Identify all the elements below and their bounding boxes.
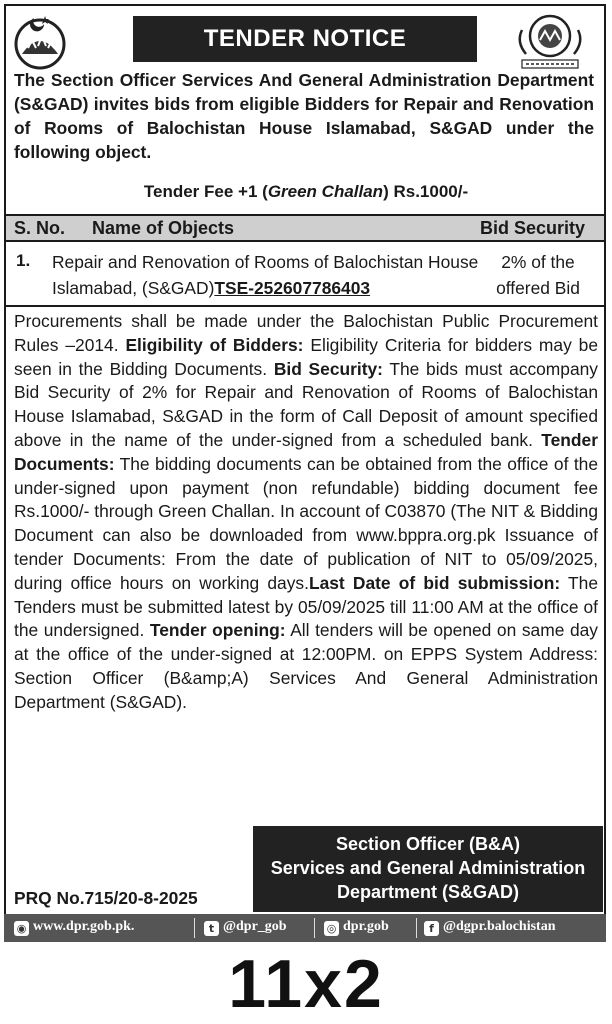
table-divider [6,305,604,307]
footer-separator [416,918,417,938]
instagram-text: dpr.gob [343,919,389,934]
signature-line-3: Department (S&GAD) [336,882,519,902]
body-text-1: Procurements shall be made under the Balochistan Public Procurement Rules –2014. [14,311,598,355]
website-text: www.dpr.gob.pk. [33,919,135,934]
heading-tender-documents: Tender Documents: [14,429,598,474]
intro-paragraph: The Section Officer Services And General Administration Department (S&GAD) invites bids from eligible Bidders for Repair and Renovation of Rooms of Balochistan House Islamabad, S&GAD under the following object. [14,70,594,162]
signature-block [253,826,603,912]
body-text-3: The bids must accompany Bid Security of 2% for Repair and Renovation of Rooms of Balochistan House Islamabad, S&GAD in the form of Call Deposit of amount specified above in the name of the under-signed from a scheduled bank. [14,358,599,450]
footer-facebook[interactable] [424,919,556,936]
twitter-icon: t [204,921,219,936]
signature-line-1: Section Officer (B&A) [335,834,521,854]
body-text-4: The bidding documents can be obtained from the office of the under-signed upon payment (non refundable) bidding document fee Rs.1000/- through Green Challan. In account of C03870 (The NIT & Bidding Document can also be downloaded from www.bppra.org.pk Issuance of tender Documents: From the date of publication of NIT to 05/09/2025, during office hours on working days. [14,453,598,593]
heading-tender-opening: Tender opening: [149,620,286,641]
col-bid-security: Bid Security [480,218,586,238]
balochistan-emblem-logo [8,8,72,72]
tse-number: TSE-252607786403 [214,278,371,298]
footer-separator [194,918,195,938]
footer-bar [4,914,606,942]
row-bid-security: 2% of the offered Bid [496,252,580,298]
instagram-icon: ◎ [324,921,339,936]
row-serial-number: 1. [16,251,31,270]
facebook-text: @dgpr.balochistan [443,919,556,934]
ad-size-label: 11x2 [228,946,384,1022]
body-text-5: The Tenders must be submitted latest by 05/09/2025 till 11:00 AM at the office of the undersigned. [14,572,598,641]
object-description: Repair and Renovation of Rooms of Balochistan House Islamabad, (S&GAD) [52,252,479,298]
notice-title: TENDER NOTICE [133,16,477,62]
prq-number: PRQ No.715/20-8-2025 [14,888,198,908]
footer-website[interactable] [14,919,134,936]
fee-prefix: Tender Fee +1 ( [143,182,268,201]
footer-instagram[interactable] [324,919,389,936]
fee-challan: Green Challan [267,182,384,201]
body-text-6: All tenders will be opened on same day at the office of the under-signed at 12:00PM. on EPPS System Address: Section Officer (B&amp;A) Services And General Administration Department (S&GAD). [14,620,598,712]
tender-fee-line [0,182,612,202]
signature-line-2: Services and General Administration [270,858,586,878]
objects-table-header [6,214,604,242]
facebook-icon: f [424,921,439,936]
footer-twitter[interactable] [204,919,287,936]
heading-last-date: Last Date of bid submission: [308,572,561,593]
row-object-name [52,249,482,301]
body-text-2: Eligibility Criteria for bidders may be seen in the Bidding Documents. [14,334,599,379]
dgpr-department-logo [512,10,588,72]
notice-body [14,310,598,715]
heading-eligibility: Eligibility of Bidders: [125,334,304,355]
col-name-of-objects: Name of Objects [92,218,235,238]
twitter-text: @dpr_gob [223,919,287,934]
footer-separator [314,918,315,938]
col-sno: S. No. [14,218,66,238]
globe-icon: ◉ [14,921,29,936]
heading-bid-security: Bid Security: [273,358,383,379]
fee-suffix: ) Rs.1000/- [383,182,469,201]
